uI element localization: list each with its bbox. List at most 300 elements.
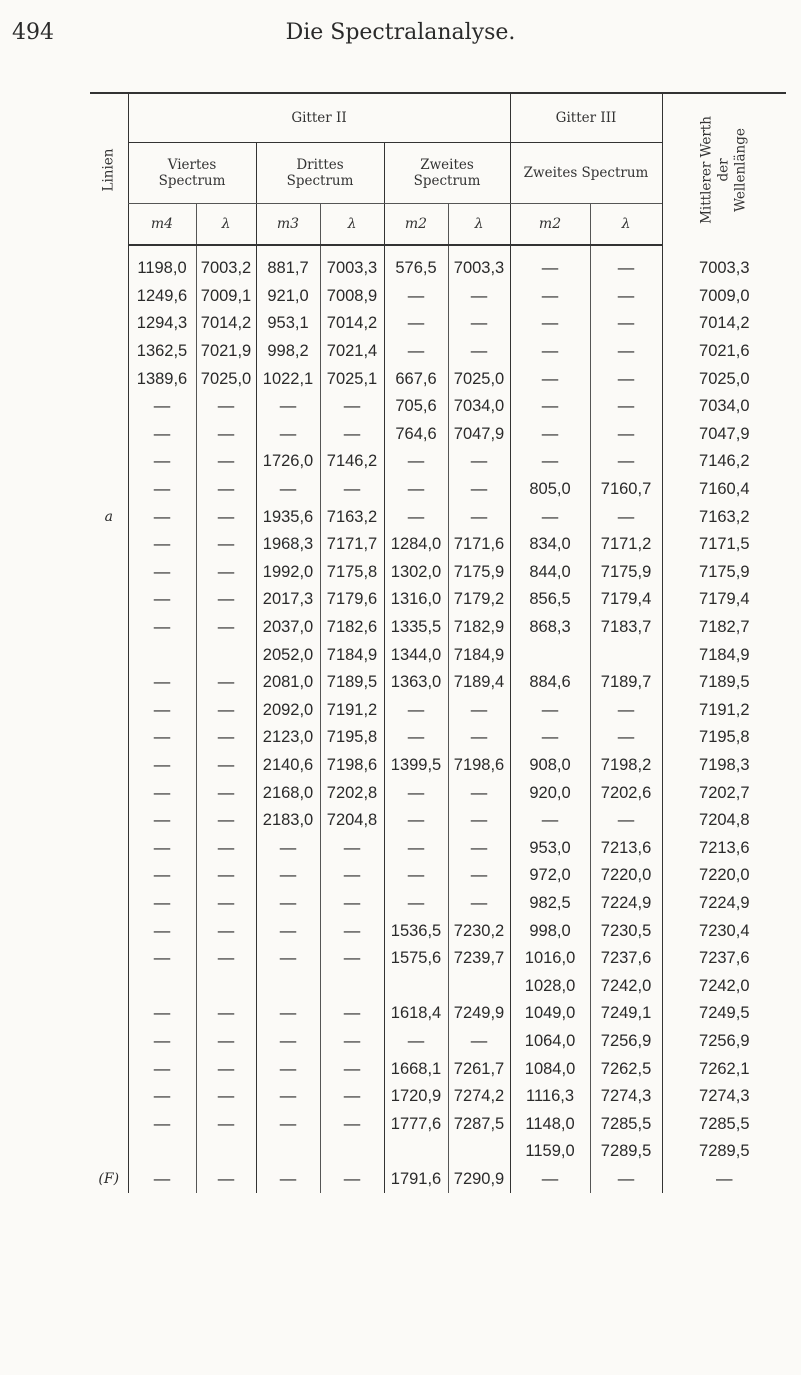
linien-cell bbox=[90, 531, 128, 559]
m2-cell: 1536,5 bbox=[384, 917, 448, 945]
m2-header: m2 bbox=[384, 204, 448, 246]
lambda2-cell: 7230,2 bbox=[448, 917, 510, 945]
table-row bbox=[90, 807, 786, 835]
m2-g3-cell: 1064,0 bbox=[510, 1028, 590, 1056]
m3-cell: — bbox=[256, 1028, 320, 1056]
linien-cell bbox=[90, 807, 128, 835]
lambda2-cell: — bbox=[448, 779, 510, 807]
linien-cell bbox=[90, 255, 128, 283]
linien-cell: a bbox=[104, 508, 113, 525]
lambda3-cell: — bbox=[320, 1055, 384, 1083]
table-row bbox=[90, 503, 786, 531]
mean-wavelength-cell: 7256,9 bbox=[662, 1028, 786, 1056]
table-row bbox=[90, 559, 786, 587]
lambda3-cell: — bbox=[320, 1000, 384, 1028]
lambda2-cell: — bbox=[448, 283, 510, 311]
m2-g3-cell bbox=[510, 641, 590, 669]
mean-wavelength-cell: 7198,3 bbox=[662, 752, 786, 780]
lambda4-cell bbox=[196, 972, 256, 1000]
m4-cell: — bbox=[128, 697, 196, 725]
lambda-header: λ bbox=[196, 204, 256, 246]
mean-wavelength-cell: 7202,7 bbox=[662, 779, 786, 807]
lambda-g3-cell: 7202,6 bbox=[590, 779, 662, 807]
lambda4-cell: — bbox=[196, 421, 256, 449]
table-row bbox=[90, 945, 786, 973]
lambda2-cell: 7175,9 bbox=[448, 559, 510, 587]
mean-wavelength-cell: 7237,6 bbox=[662, 945, 786, 973]
m2-g3-cell: 920,0 bbox=[510, 779, 590, 807]
m2-g3-cell: — bbox=[510, 697, 590, 725]
lambda3-cell: 7175,8 bbox=[320, 559, 384, 587]
m4-cell: — bbox=[128, 1028, 196, 1056]
m2-g3-cell: — bbox=[510, 310, 590, 338]
m2-cell: 1791,6 bbox=[384, 1166, 448, 1194]
m3-cell: 998,2 bbox=[256, 338, 320, 366]
lambda-g3-cell: 7179,4 bbox=[590, 586, 662, 614]
m2-cell: — bbox=[384, 724, 448, 752]
lambda3-cell: 7202,8 bbox=[320, 779, 384, 807]
m4-cell: 1362,5 bbox=[128, 338, 196, 366]
lambda3-cell: 7014,2 bbox=[320, 310, 384, 338]
table-row bbox=[90, 697, 786, 725]
m3-cell: 2081,0 bbox=[256, 669, 320, 697]
m2-cell: — bbox=[384, 476, 448, 504]
lambda3-cell: 7191,2 bbox=[320, 697, 384, 725]
m2-cell: — bbox=[384, 1028, 448, 1056]
lambda3-cell: — bbox=[320, 1083, 384, 1111]
m2-cell: — bbox=[384, 807, 448, 835]
m3-cell bbox=[256, 972, 320, 1000]
m2-cell: 764,6 bbox=[384, 421, 448, 449]
m2-g3-cell: 1016,0 bbox=[510, 945, 590, 973]
table-row bbox=[90, 476, 786, 504]
table-row bbox=[90, 1166, 786, 1194]
page-header bbox=[0, 12, 801, 52]
mean-wavelength-cell: 7230,4 bbox=[662, 917, 786, 945]
lambda4-cell: — bbox=[196, 807, 256, 835]
m2-header: m2 bbox=[510, 204, 590, 246]
linien-cell bbox=[90, 945, 128, 973]
table-row bbox=[90, 917, 786, 945]
m3-cell: 921,0 bbox=[256, 283, 320, 311]
m2-g3-cell: — bbox=[510, 338, 590, 366]
table-row bbox=[90, 586, 786, 614]
lambda2-cell bbox=[448, 1138, 510, 1166]
mittlerer-header: Mittlerer Werth der Wellenlänge bbox=[662, 93, 786, 245]
lambda2-cell: — bbox=[448, 862, 510, 890]
lambda3-cell: 7171,7 bbox=[320, 531, 384, 559]
table-row bbox=[90, 421, 786, 449]
m3-cell: 2017,3 bbox=[256, 586, 320, 614]
lambda-g3-cell: 7289,5 bbox=[590, 1138, 662, 1166]
lambda2-cell: 7171,6 bbox=[448, 531, 510, 559]
m2-g3-cell: — bbox=[510, 365, 590, 393]
linien-cell bbox=[90, 641, 128, 669]
linien-cell bbox=[90, 476, 128, 504]
lambda4-cell: — bbox=[196, 1028, 256, 1056]
m4-cell: — bbox=[128, 945, 196, 973]
m2-g3-cell: 908,0 bbox=[510, 752, 590, 780]
lambda2-cell: 7047,9 bbox=[448, 421, 510, 449]
lambda3-cell: — bbox=[320, 421, 384, 449]
lambda2-cell: — bbox=[448, 724, 510, 752]
m3-header: m3 bbox=[256, 204, 320, 246]
mean-wavelength-cell: 7289,5 bbox=[662, 1138, 786, 1166]
lambda3-cell: 7184,9 bbox=[320, 641, 384, 669]
m3-cell: 2037,0 bbox=[256, 614, 320, 642]
lambda-g3-cell: 7256,9 bbox=[590, 1028, 662, 1056]
lambda2-cell: — bbox=[448, 310, 510, 338]
mean-wavelength-cell: 7224,9 bbox=[662, 890, 786, 918]
lambda-g3-cell: 7237,6 bbox=[590, 945, 662, 973]
lambda2-cell bbox=[448, 972, 510, 1000]
table-row bbox=[90, 724, 786, 752]
mean-wavelength-cell: 7175,9 bbox=[662, 559, 786, 587]
table-row bbox=[90, 614, 786, 642]
lambda2-cell: 7182,9 bbox=[448, 614, 510, 642]
table-row bbox=[90, 310, 786, 338]
lambda2-cell: — bbox=[448, 448, 510, 476]
linien-cell bbox=[90, 310, 128, 338]
lambda2-cell: 7034,0 bbox=[448, 393, 510, 421]
m3-cell: — bbox=[256, 1083, 320, 1111]
m2-g3-cell: 982,5 bbox=[510, 890, 590, 918]
lambda-g3-cell: 7230,5 bbox=[590, 917, 662, 945]
lambda4-cell: — bbox=[196, 1166, 256, 1194]
m2-g3-cell: 972,0 bbox=[510, 862, 590, 890]
m4-cell: 1249,6 bbox=[128, 283, 196, 311]
m2-cell bbox=[384, 972, 448, 1000]
m4-cell: — bbox=[128, 807, 196, 835]
m3-cell: 2123,0 bbox=[256, 724, 320, 752]
m2-g3-cell: 805,0 bbox=[510, 476, 590, 504]
mean-wavelength-cell: 7160,4 bbox=[662, 476, 786, 504]
m4-cell: — bbox=[128, 890, 196, 918]
mean-wavelength-cell: 7184,9 bbox=[662, 641, 786, 669]
m4-cell: — bbox=[128, 476, 196, 504]
linien-cell bbox=[90, 586, 128, 614]
lambda4-cell: — bbox=[196, 752, 256, 780]
m4-cell: — bbox=[128, 393, 196, 421]
table-row bbox=[90, 890, 786, 918]
m2-cell: 1302,0 bbox=[384, 559, 448, 587]
lambda3-cell: 7003,3 bbox=[320, 255, 384, 283]
lambda-g3-cell: 7249,1 bbox=[590, 1000, 662, 1028]
lambda3-cell: 7146,2 bbox=[320, 448, 384, 476]
m4-cell: — bbox=[128, 779, 196, 807]
m4-cell: — bbox=[128, 531, 196, 559]
m4-cell: — bbox=[128, 1083, 196, 1111]
m4-cell: — bbox=[128, 448, 196, 476]
m3-cell: 2052,0 bbox=[256, 641, 320, 669]
m3-cell: 1968,3 bbox=[256, 531, 320, 559]
lambda2-cell: 7184,9 bbox=[448, 641, 510, 669]
m3-cell: 2183,0 bbox=[256, 807, 320, 835]
m2-cell: 1363,0 bbox=[384, 669, 448, 697]
lambda-g3-cell: 7189,7 bbox=[590, 669, 662, 697]
m2-cell: 1720,9 bbox=[384, 1083, 448, 1111]
m3-cell bbox=[256, 1138, 320, 1166]
table-row bbox=[90, 365, 786, 393]
m2-g3-cell: — bbox=[510, 1166, 590, 1194]
lambda3-cell: — bbox=[320, 890, 384, 918]
mean-wavelength-cell: 7179,4 bbox=[662, 586, 786, 614]
table-row bbox=[90, 255, 786, 283]
m4-cell: — bbox=[128, 834, 196, 862]
m4-cell: — bbox=[128, 614, 196, 642]
m2-cell: — bbox=[384, 834, 448, 862]
mean-wavelength-cell: 7171,5 bbox=[662, 531, 786, 559]
page-number: 494 bbox=[12, 20, 54, 45]
mean-wavelength-cell: 7189,5 bbox=[662, 669, 786, 697]
lambda4-cell: — bbox=[196, 1083, 256, 1111]
lambda-g3-cell: — bbox=[590, 310, 662, 338]
drittes-header: Drittes Spectrum bbox=[256, 143, 384, 204]
m3-cell: — bbox=[256, 1110, 320, 1138]
lambda4-cell: — bbox=[196, 503, 256, 531]
lambda3-cell: 7163,2 bbox=[320, 503, 384, 531]
m2-cell: 1316,0 bbox=[384, 586, 448, 614]
linien-cell bbox=[90, 890, 128, 918]
mean-wavelength-cell: 7213,6 bbox=[662, 834, 786, 862]
linien-cell bbox=[90, 614, 128, 642]
m2-g3-cell: 868,3 bbox=[510, 614, 590, 642]
linien-cell bbox=[90, 1083, 128, 1111]
lambda-g3-cell: — bbox=[590, 393, 662, 421]
table-row bbox=[90, 834, 786, 862]
lambda-g3-cell: — bbox=[590, 283, 662, 311]
m4-cell: — bbox=[128, 1000, 196, 1028]
lambda3-cell: — bbox=[320, 393, 384, 421]
lambda2-cell: 7025,0 bbox=[448, 365, 510, 393]
m3-cell: 1022,1 bbox=[256, 365, 320, 393]
linien-cell bbox=[90, 1138, 128, 1166]
table-row bbox=[90, 531, 786, 559]
lambda-g3-cell: 7213,6 bbox=[590, 834, 662, 862]
m2-g3-cell: — bbox=[510, 503, 590, 531]
lambda3-cell bbox=[320, 1138, 384, 1166]
lambda2-cell: — bbox=[448, 503, 510, 531]
table-row bbox=[90, 1110, 786, 1138]
lambda4-cell: 7014,2 bbox=[196, 310, 256, 338]
lambda-g3-cell: 7171,2 bbox=[590, 531, 662, 559]
table-row bbox=[90, 641, 786, 669]
lambda2-cell: 7249,9 bbox=[448, 1000, 510, 1028]
m2-cell: 705,6 bbox=[384, 393, 448, 421]
lambda-g3-cell: — bbox=[590, 365, 662, 393]
table-row bbox=[90, 1083, 786, 1111]
m4-cell bbox=[128, 972, 196, 1000]
spectral-table bbox=[90, 92, 786, 1193]
mean-wavelength-cell: 7191,2 bbox=[662, 697, 786, 725]
lambda3-cell: — bbox=[320, 917, 384, 945]
linien-cell bbox=[90, 752, 128, 780]
mean-wavelength-cell: 7025,0 bbox=[662, 365, 786, 393]
table-row bbox=[90, 448, 786, 476]
m2-g3-cell: — bbox=[510, 393, 590, 421]
lambda4-cell: 7021,9 bbox=[196, 338, 256, 366]
lambda-header: λ bbox=[320, 204, 384, 246]
m2-g3-cell: — bbox=[510, 421, 590, 449]
m2-g3-cell: — bbox=[510, 448, 590, 476]
m2-cell: 1335,5 bbox=[384, 614, 448, 642]
m2-g3-cell: 1116,3 bbox=[510, 1083, 590, 1111]
m4-cell: 1198,0 bbox=[128, 255, 196, 283]
lambda2-cell: 7198,6 bbox=[448, 752, 510, 780]
lambda4-cell: — bbox=[196, 1055, 256, 1083]
lambda3-cell: 7189,5 bbox=[320, 669, 384, 697]
linien-cell bbox=[90, 972, 128, 1000]
m2-cell: 1399,5 bbox=[384, 752, 448, 780]
linien-cell bbox=[90, 559, 128, 587]
m2-cell: — bbox=[384, 283, 448, 311]
m2-cell: 1668,1 bbox=[384, 1055, 448, 1083]
lambda-g3-cell: 7285,5 bbox=[590, 1110, 662, 1138]
mean-wavelength-cell: 7195,8 bbox=[662, 724, 786, 752]
table-row bbox=[90, 752, 786, 780]
linien-header: Linien bbox=[90, 93, 128, 245]
zweites-header: Zweites Spectrum bbox=[384, 143, 510, 204]
m2-cell: 1777,6 bbox=[384, 1110, 448, 1138]
m2-cell: — bbox=[384, 310, 448, 338]
lambda-g3-cell: — bbox=[590, 724, 662, 752]
linien-cell: (F) bbox=[98, 1170, 120, 1187]
lambda2-cell: 7239,7 bbox=[448, 945, 510, 973]
linien-cell bbox=[90, 669, 128, 697]
lambda-g3-cell: 7274,3 bbox=[590, 1083, 662, 1111]
lambda4-cell: 7025,0 bbox=[196, 365, 256, 393]
lambda4-cell: — bbox=[196, 448, 256, 476]
m3-cell: 1935,6 bbox=[256, 503, 320, 531]
lambda-g3-cell: — bbox=[590, 807, 662, 835]
lambda2-cell: 7003,3 bbox=[448, 255, 510, 283]
lambda4-cell: — bbox=[196, 834, 256, 862]
m3-cell: — bbox=[256, 393, 320, 421]
lambda3-cell: — bbox=[320, 945, 384, 973]
table-row bbox=[90, 862, 786, 890]
m2-cell: 1344,0 bbox=[384, 641, 448, 669]
table-row bbox=[90, 669, 786, 697]
m4-cell: — bbox=[128, 752, 196, 780]
linien-cell bbox=[90, 917, 128, 945]
m3-cell: — bbox=[256, 421, 320, 449]
lambda4-cell: — bbox=[196, 1110, 256, 1138]
lambda3-cell: — bbox=[320, 1110, 384, 1138]
table-row bbox=[90, 1000, 786, 1028]
lambda2-cell: — bbox=[448, 890, 510, 918]
lambda2-cell: 7287,5 bbox=[448, 1110, 510, 1138]
m2-g3-cell: 884,6 bbox=[510, 669, 590, 697]
gitter2-header: Gitter II bbox=[128, 93, 510, 143]
lambda-g3-cell: 7224,9 bbox=[590, 890, 662, 918]
m2-g3-cell: 1148,0 bbox=[510, 1110, 590, 1138]
table-row bbox=[90, 779, 786, 807]
m2-cell: — bbox=[384, 697, 448, 725]
mean-wavelength-cell: 7262,1 bbox=[662, 1055, 786, 1083]
m4-cell: 1294,3 bbox=[128, 310, 196, 338]
mean-wavelength-cell: 7249,5 bbox=[662, 1000, 786, 1028]
lambda-g3-cell: — bbox=[590, 448, 662, 476]
m4-cell: — bbox=[128, 862, 196, 890]
linien-cell bbox=[90, 779, 128, 807]
m3-cell: 881,7 bbox=[256, 255, 320, 283]
mean-wavelength-cell: 7034,0 bbox=[662, 393, 786, 421]
m2-g3-cell: 1049,0 bbox=[510, 1000, 590, 1028]
zweites-g3-header: Zweites Spectrum bbox=[510, 143, 662, 204]
table-row bbox=[90, 283, 786, 311]
lambda2-cell: — bbox=[448, 697, 510, 725]
m2-g3-cell: 1028,0 bbox=[510, 972, 590, 1000]
m3-cell: — bbox=[256, 476, 320, 504]
lambda3-cell: 7021,4 bbox=[320, 338, 384, 366]
m3-cell: — bbox=[256, 890, 320, 918]
lambda4-cell: — bbox=[196, 890, 256, 918]
lambda-g3-cell: — bbox=[590, 697, 662, 725]
lambda4-cell: — bbox=[196, 669, 256, 697]
linien-cell bbox=[90, 1110, 128, 1138]
lambda3-cell: 7025,1 bbox=[320, 365, 384, 393]
lambda-g3-cell: — bbox=[590, 338, 662, 366]
m4-cell: — bbox=[128, 1055, 196, 1083]
lambda-g3-cell: — bbox=[590, 421, 662, 449]
table-row bbox=[90, 338, 786, 366]
lambda-g3-cell: 7262,5 bbox=[590, 1055, 662, 1083]
lambda4-cell bbox=[196, 1138, 256, 1166]
m2-cell: — bbox=[384, 448, 448, 476]
lambda3-cell: 7182,6 bbox=[320, 614, 384, 642]
mean-wavelength-cell: 7003,3 bbox=[662, 255, 786, 283]
m4-cell: 1389,6 bbox=[128, 365, 196, 393]
mean-wavelength-cell: 7014,2 bbox=[662, 310, 786, 338]
lambda2-cell: — bbox=[448, 807, 510, 835]
m4-cell bbox=[128, 1138, 196, 1166]
linien-cell bbox=[90, 1028, 128, 1056]
lambda3-cell: — bbox=[320, 834, 384, 862]
lambda4-cell: — bbox=[196, 945, 256, 973]
lambda4-cell bbox=[196, 641, 256, 669]
lambda3-cell: — bbox=[320, 1166, 384, 1194]
lambda3-cell: — bbox=[320, 1028, 384, 1056]
mean-wavelength-cell: 7009,0 bbox=[662, 283, 786, 311]
lambda-g3-cell: 7160,7 bbox=[590, 476, 662, 504]
lambda4-cell: — bbox=[196, 559, 256, 587]
mean-wavelength-cell: 7242,0 bbox=[662, 972, 786, 1000]
lambda4-cell: — bbox=[196, 724, 256, 752]
lambda4-cell: 7003,2 bbox=[196, 255, 256, 283]
lambda4-cell: — bbox=[196, 476, 256, 504]
m2-cell: 1284,0 bbox=[384, 531, 448, 559]
table-body bbox=[90, 245, 786, 1193]
table-row bbox=[90, 1138, 786, 1166]
linien-cell bbox=[90, 1055, 128, 1083]
lambda-g3-cell: 7198,2 bbox=[590, 752, 662, 780]
lambda3-cell bbox=[320, 972, 384, 1000]
lambda4-cell: — bbox=[196, 531, 256, 559]
mean-wavelength-cell: 7204,8 bbox=[662, 807, 786, 835]
page-title: Die Spectralanalyse. bbox=[285, 20, 516, 45]
m4-cell: — bbox=[128, 586, 196, 614]
lambda-g3-cell: 7183,7 bbox=[590, 614, 662, 642]
m2-g3-cell: 834,0 bbox=[510, 531, 590, 559]
mean-wavelength-cell: 7182,7 bbox=[662, 614, 786, 642]
lambda2-cell: — bbox=[448, 1028, 510, 1056]
m2-cell: 1618,4 bbox=[384, 1000, 448, 1028]
lambda2-cell: 7274,2 bbox=[448, 1083, 510, 1111]
lambda3-cell: — bbox=[320, 862, 384, 890]
m2-cell: 576,5 bbox=[384, 255, 448, 283]
m2-cell: — bbox=[384, 890, 448, 918]
mean-wavelength-cell: 7146,2 bbox=[662, 448, 786, 476]
